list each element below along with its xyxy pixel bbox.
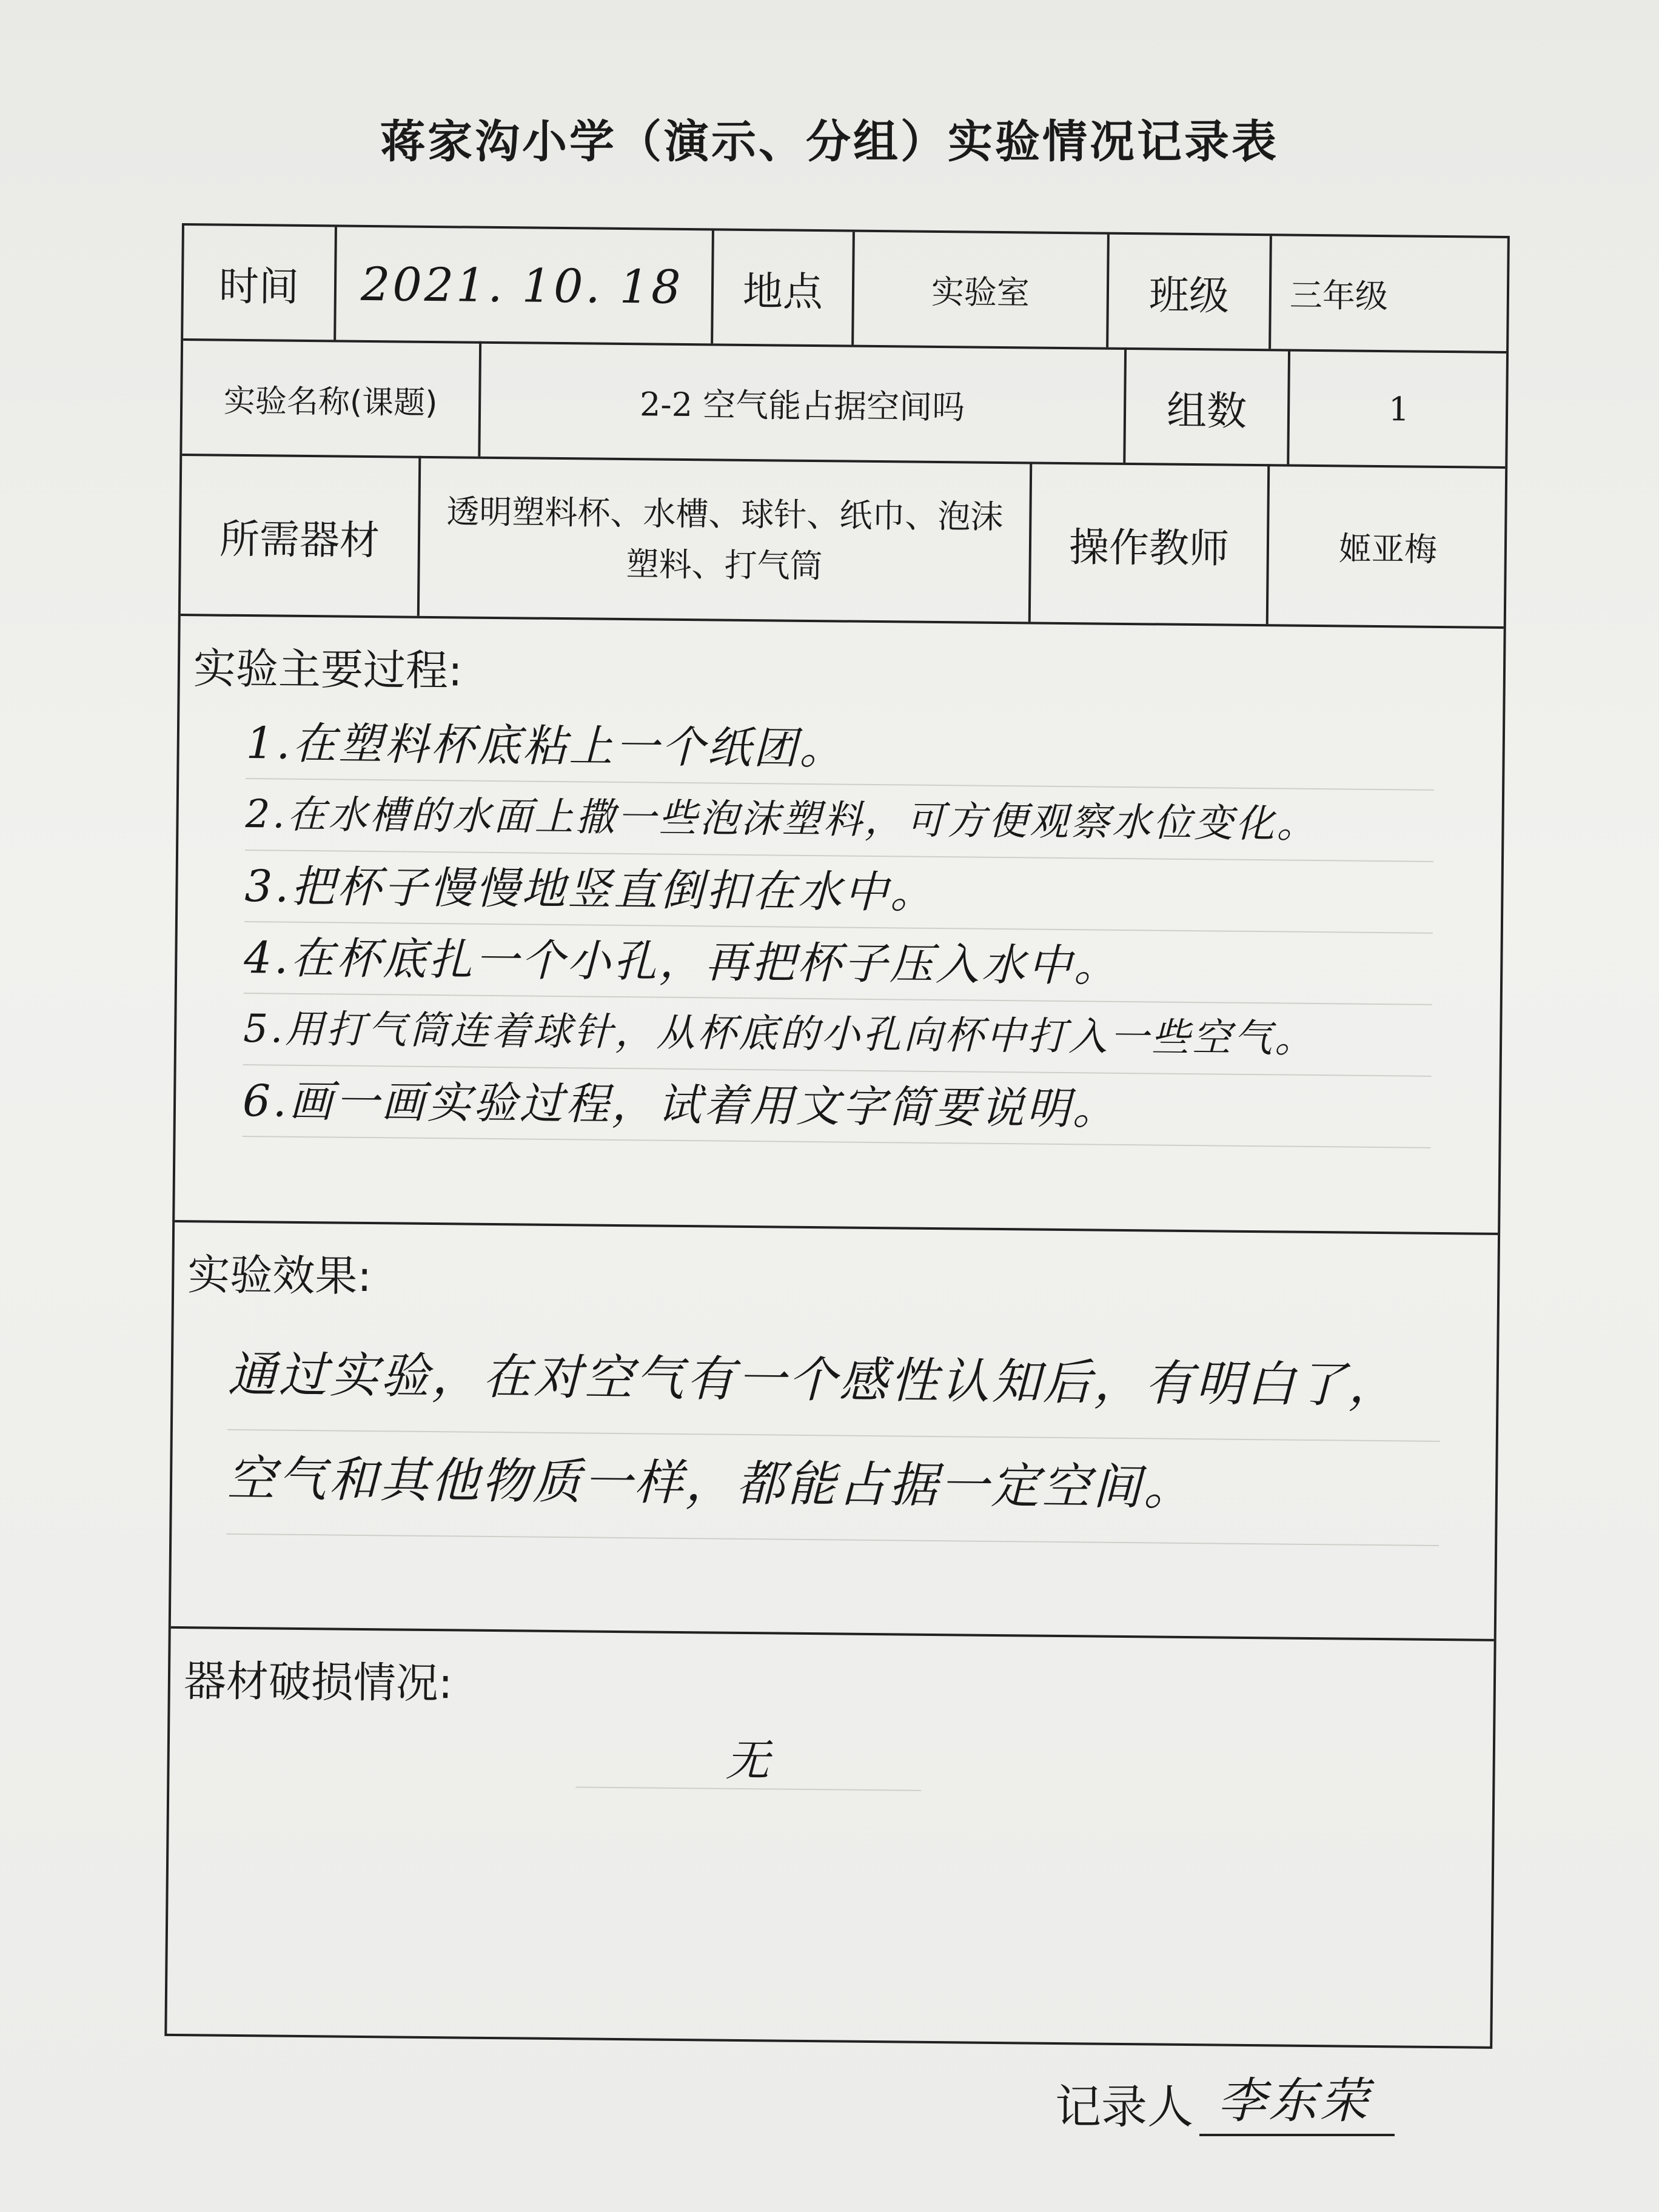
recorder-line	[1055, 2062, 1395, 2136]
class-label: 班级	[1148, 271, 1230, 320]
time-label: 时间	[218, 263, 300, 310]
process-section	[175, 616, 1506, 1233]
place-label: 地点	[742, 267, 823, 315]
process-step: 4.在杯底扎一个小孔，再把杯子压入水中。	[244, 922, 1433, 1005]
form-title: 蒋家沟小学（演示、分组）实验情况记录表	[380, 116, 1279, 168]
effect-label: 实验效果:	[187, 1250, 372, 1302]
place-value: 实验室	[931, 272, 1030, 312]
time-value: 2021. 10. 18	[360, 256, 683, 314]
materials-value: 透明塑料杯、水槽、球针、纸巾、泡沫塑料、打气筒	[446, 492, 1004, 586]
effect-section	[171, 1222, 1500, 1639]
process-label: 实验主要过程:	[193, 643, 463, 696]
materials-label: 所需器材	[219, 515, 380, 564]
process-step: 6.画一画实验过程，试着用文字简要说明。	[243, 1065, 1432, 1148]
recorder-signature: 李东荣	[1199, 2062, 1395, 2136]
damage-value: 无	[575, 1723, 922, 1791]
group-value: 1	[1388, 389, 1410, 428]
damage-label: 器材破损情况:	[183, 1656, 453, 1709]
record-table	[164, 223, 1510, 2049]
process-step: 2.在水槽的水面上撒一些泡沫塑料，可方便观察水位变化。	[245, 779, 1434, 862]
group-label: 组数	[1166, 387, 1247, 435]
recorder-label: 记录人	[1055, 2080, 1193, 2134]
effect-text	[226, 1326, 1441, 1546]
damage-section	[167, 1629, 1496, 2042]
experiment-name-label: 实验名称(课题)	[223, 383, 438, 421]
effect-line: 通过实验，在对空气有一个感性认知后，有明白了，	[227, 1326, 1441, 1442]
process-step: 1.在塑料杯底粘上一个纸团。	[246, 708, 1435, 791]
teacher-value: 姬亚梅	[1338, 529, 1438, 569]
teacher-label: 操作教师	[1068, 523, 1230, 572]
effect-line: 空气和其他物质一样，都能占据一定空间。	[226, 1430, 1440, 1546]
process-steps	[243, 708, 1435, 1148]
process-step: 5.用打气筒连着球针，从杯底的小孔向杯中打入一些空气。	[243, 994, 1432, 1077]
experiment-name-value: 2-2 空气能占据空间吗	[639, 384, 965, 426]
class-value: 三年级	[1289, 276, 1389, 315]
process-step: 3.把杯子慢慢地竖直倒扣在水中。	[244, 851, 1433, 934]
